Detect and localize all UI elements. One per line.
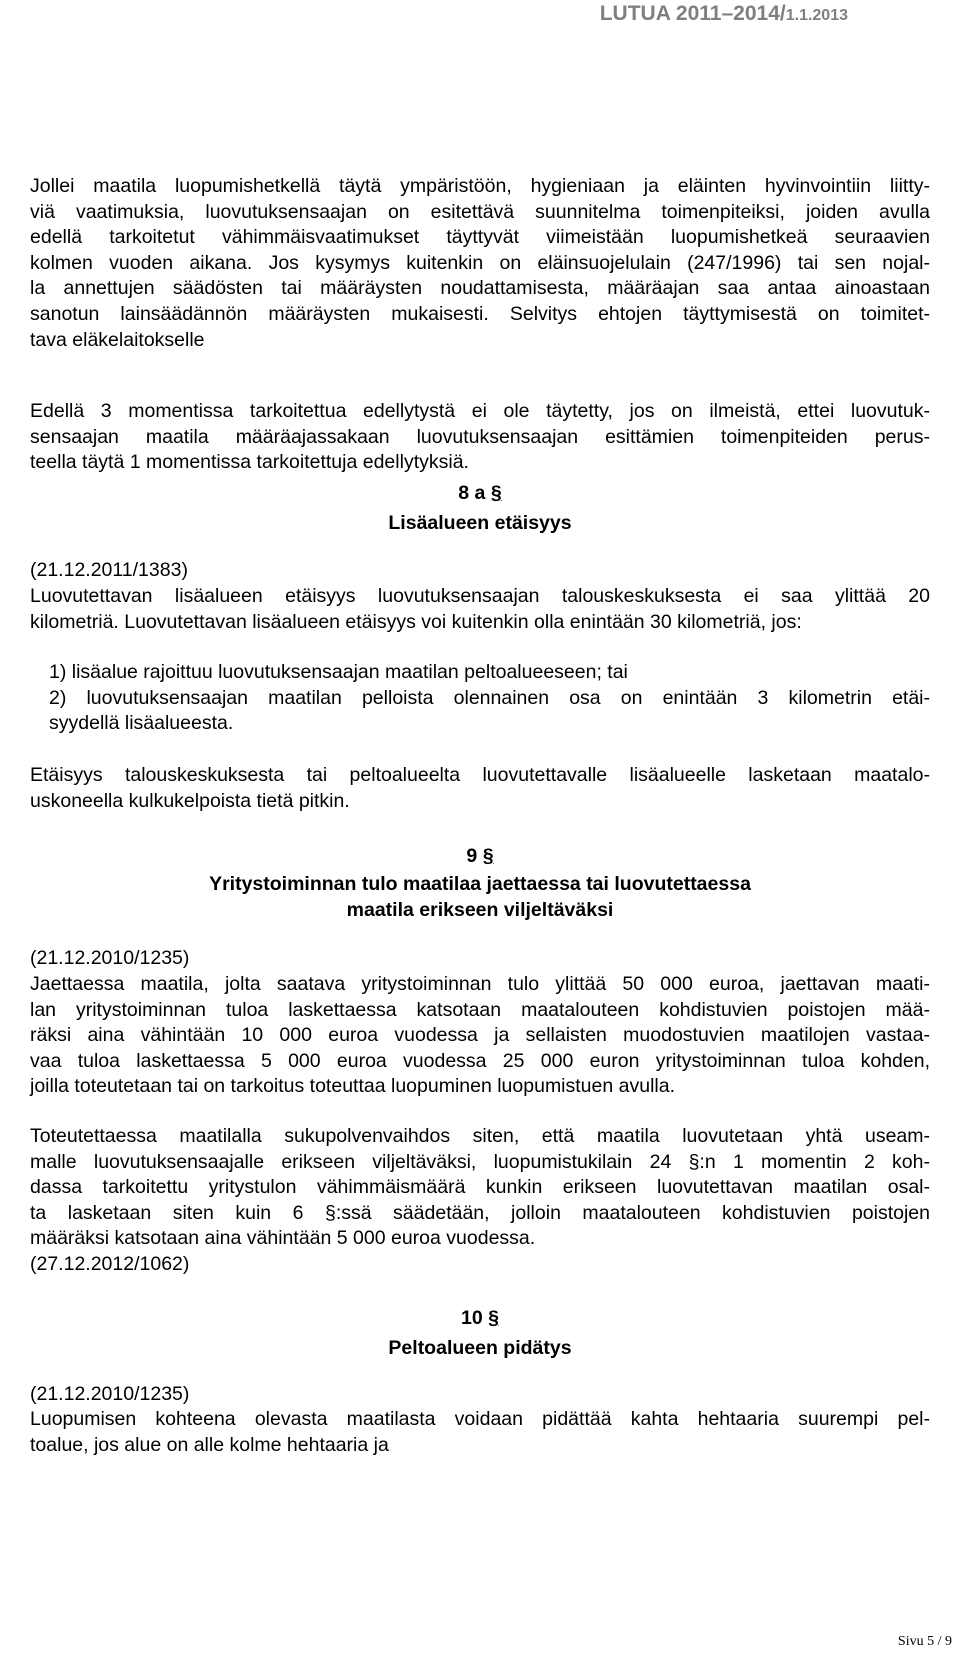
- section-10-heading: [30, 1305, 930, 1361]
- paragraph-3: [30, 584, 930, 635]
- text-line: dassa tarkoitettu yritystulon vähimmäismäärä kunkin erikseen luovutettavan maatilan osal-: [30, 1176, 930, 1199]
- amendment-9: [30, 946, 930, 972]
- text-line: sensaajan maatila määräajassakaan luovutuksensaajan esittämien toimenpiteiden perus-: [30, 425, 930, 448]
- section-title: Peltoalueen pidätys: [388, 1337, 572, 1359]
- section-number-line: [30, 480, 930, 506]
- section-title-line2: maatila erikseen viljeltäväksi: [346, 899, 614, 921]
- page-number: Sivu 5 / 9: [897, 1634, 952, 1649]
- paragraph-5: [30, 972, 930, 1100]
- section-symbol: §: [482, 845, 494, 867]
- text-line: tava eläkelaitokselle: [30, 328, 205, 351]
- amendment-ref: (21.12.2010/1235): [30, 947, 190, 969]
- text-line: lan yritystoiminnan tuloa laskettaessa katsotaan maatalouteen kohdistuvien poistojen mää-: [30, 998, 930, 1021]
- list-item-2-cont: syydellä lisäalueesta.: [49, 712, 234, 735]
- text-line: uskoneella kulkukelpoista tietä pitkin.: [30, 789, 350, 812]
- amendment-ref: (21.12.2010/1235): [30, 1383, 190, 1405]
- section-8a-heading: [30, 480, 930, 536]
- text-line: Luopumisen kohteena olevasta maatilasta voidaan pidättää kahta hehtaaria suurempi pel-: [30, 1408, 930, 1430]
- text-line: räksi aina vähintään 10 000 euroa vuodessa ja sellaisten muodostuvien maatilojen vastaa-: [30, 1024, 930, 1047]
- text-line: Etäisyys talouskeskuksesta tai peltoalueelta luovutettavalle lisäalueelle lasketaan maatalo-: [30, 764, 930, 786]
- section-title: Lisäalueen etäisyys: [388, 512, 572, 534]
- section-number: 8 a: [458, 482, 486, 504]
- list-item-1: 1) lisäalue rajoittuu luovutuksensaajan maatilan peltoalueeseen; tai: [49, 661, 628, 683]
- text-line: ta lasketaan siten kuin 6 §:ssä säädetään, jolloin maatalouteen kohdistuvien poistojen: [30, 1201, 930, 1224]
- section-number-line: [30, 1305, 930, 1331]
- text-line: la annettujen säädösten tai määräysten noudattamisesta, määräajan saa antaa ainoastaan: [30, 277, 930, 300]
- paragraph-7: [30, 1407, 930, 1458]
- text-line: joilla toteutetaan tai on tarkoitus toteuttaa luopuminen luopumistuen avulla.: [30, 1075, 676, 1098]
- paragraph-1: [30, 174, 930, 353]
- amendment-10: [30, 1382, 930, 1408]
- section-9-heading: [30, 843, 930, 923]
- text-line: viä vaatimuksia, luovutuksensaajan on esitettävä suunnitelma toimenpiteiksi, joiden avulla: [30, 200, 930, 223]
- text-line: toalue, jos alue on alle kolme hehtaaria ja: [30, 1433, 389, 1456]
- text-line: kilometriä. Luovutettavan lisäalueen etäisyys voi kuitenkin olla enintään 30 kilometriä, jos:: [30, 610, 802, 633]
- running-header: [600, 2, 848, 26]
- text-line: vaa tuloa laskettaessa 5 000 euroa vuodessa 25 000 euron yritystoiminnan tuloa kohden,: [30, 1049, 930, 1072]
- text-line: Jollei maatila luopumishetkellä täytä ympäristöön, hygieniaan ja eläinten hyvinvointiin liitty-: [30, 175, 930, 197]
- header-date: 1.1.2013: [785, 7, 848, 24]
- section-number-line: [30, 843, 930, 869]
- text-line: edellä tarkoitetut vähimmäisvaatimukset täyttyvät viimeistään luopumishetkeä seuraavien: [30, 226, 930, 249]
- text-line: Toteutettaessa maatilalla sukupolvenvaihdos siten, että maatila luovutetaan yhtä useam-: [30, 1125, 930, 1147]
- section-symbol: §: [490, 482, 502, 504]
- text-line: kolmen vuoden aikana. Jos kysymys kuitenkin on eläinsuojelulain (247/1996) tai sen nojal-: [30, 251, 930, 274]
- text-line: malle luovutuksensaajalle erikseen viljeltäväksi, luopumistukilain 24 §:n 1 momentin 2 koh-: [30, 1150, 930, 1173]
- amendment-ref: (27.12.2012/1062): [30, 1252, 190, 1275]
- text-line: teella täytä 1 momentissa tarkoitettuja edellytyksiä.: [30, 451, 469, 474]
- text-line: Jaettaessa maatila, jolta saatava yritystoiminnan tulo ylittää 50 000 euroa, jaettavan maati-: [30, 973, 930, 995]
- text-line: sanotun lainsäädännön määräysten mukaisesti. Selvitys ehtojen täyttymisestä on toimitet-: [30, 302, 930, 325]
- paragraph-4: [30, 763, 930, 814]
- section-number: 9: [466, 845, 478, 867]
- section-symbol: §: [488, 1307, 499, 1329]
- paragraph-6: [30, 1124, 930, 1278]
- section-number: 10: [461, 1307, 483, 1329]
- list-item-2: 2) luovutuksensaajan maatilan pelloista olennainen osa on enintään 3 kilometrin etäi-: [49, 686, 930, 709]
- text-line: Luovutettavan lisäalueen etäisyys luovutuksensaajan talouskeskuksesta ei saa ylittää 20: [30, 585, 930, 607]
- amendment-8a: [30, 558, 930, 584]
- amendment-ref: (21.12.2011/1383): [30, 559, 188, 581]
- text-line: määräksi katsotaan aina vähintään 5 000 euroa vuodessa.: [30, 1227, 536, 1250]
- text-line: Edellä 3 momentissa tarkoitettua edellytystä ei ole täytetty, jos on ilmeistä, ettei luovutuk-: [30, 400, 930, 422]
- section-title-line1: Yritystoiminnan tulo maatilaa jaettaessa tai luovutettaessa: [209, 873, 751, 895]
- header-title: LUTUA 2011–2014/: [599, 2, 786, 25]
- paragraph-2: [30, 399, 930, 476]
- list-items: [30, 660, 930, 737]
